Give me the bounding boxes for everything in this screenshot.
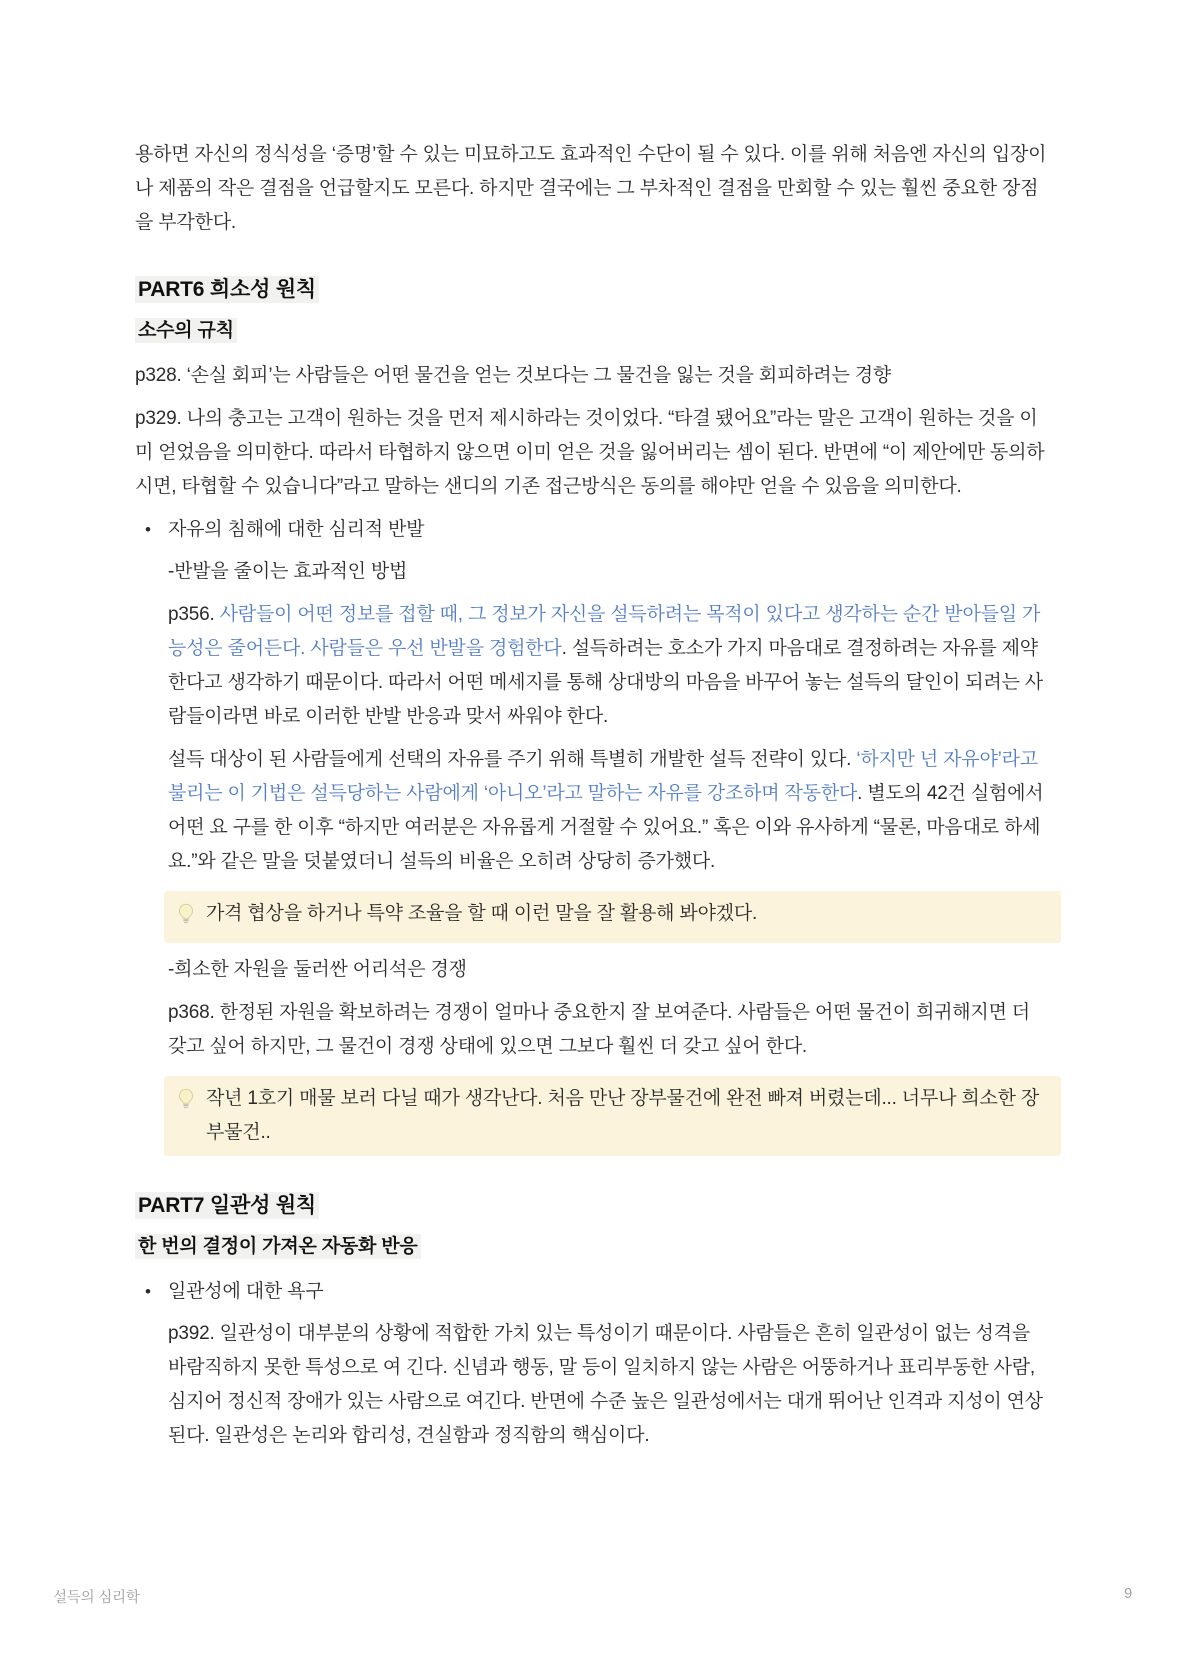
note-p392: p392. 일관성이 대부분의 상황에 적합한 가치 있는 특성이기 때문이다. 사람들은 흔히 일관성이 없는 성격을 바람직하지 못한 특성으로 여 긴다. 신념과 행동, 말 등이 일치하지 않는 사람은 어뚱하거나 표리부동한 사람, 심지어 정신적 장애가 있는 사람으로 여긴다. 반면에 수준 높은 일관성에서는 대개 뛰어난 인격과 지성이 연상된다. 일관성은 논리와 합리성, 견실함과 정직함의 핵심이다.: [168, 1323, 1043, 1446]
callout-property-memory: [164, 1076, 1061, 1156]
page-footer: [53, 1586, 1132, 1607]
note-p356: [168, 598, 1047, 734]
bullet-item-reactance-label: 자유의 침해에 대한 심리적 반발: [168, 519, 425, 540]
callout-negotiation: [164, 891, 1061, 943]
bullet-icon: •: [145, 520, 151, 539]
note-freedom-highlighted-text: ‘하지만 넌 자유야’라고 불리는 이 기법은 설득당하는 사람에게 ‘아니오’라고 말하는 자유를 강조하며 작동한다: [168, 749, 1038, 804]
part6-subheading-text: 소수의 규칙: [135, 318, 237, 343]
bullet-item-consistency-label: 일관성에 대한 욕구: [168, 1281, 324, 1302]
footer-book-title: 설득의 심리학: [53, 1590, 140, 1606]
note-p368: p368. 한정된 자원을 확보하려는 경쟁이 얼마나 중요한지 잘 보여준다. 사람들은 어떤 물건이 희귀해지면 더 갖고 싶어 하지만, 그 물건이 경쟁 상태에 있으면 그보다 훨씬 더 갖고 싶어 한다.: [168, 1002, 1030, 1057]
bulb-icon: [176, 903, 196, 937]
note-p356-highlighted-text: 사람들이 어떤 정보를 접할 때, 그 정보가 자신을 설득하려는 목적이 있다고 생각하는 순간 받아들일 가능성은 줄어든다. 사람들은 우선 반발을 경험한다: [168, 604, 1041, 659]
part6-heading-text: PART6 희소성 원칙: [135, 276, 319, 303]
footer-page-number: 9: [1124, 1586, 1132, 1602]
callout-property-memory-text: 작년 1호기 매물 보러 다닐 때가 생각난다. 처음 만난 장부물건에 완전 빠져 버렸는데... 너무나 희소한 장부물건..: [206, 1088, 1040, 1143]
note-p356-body: . 설득하려는 호소가 가지 마음대로 결정하려는 자유를 제약한다고 생각하기 때문이다. 따라서 어떤 메세지를 통해 상대방의 마음을 바꾸어 놓는 설득의 달인이 되려는 사람들이라면 바로 이러한 반발 반응과 맞서 싸워야 한다.: [168, 638, 1043, 727]
note-freedom-lead: 설득 대상이 된 사람들에게 선택의 자유를 주기 위해 특별히 개발한 설득 전략이 있다.: [168, 749, 857, 770]
part6-heading: [135, 276, 1047, 304]
note-freedom-technique: [168, 743, 1047, 879]
subtopic-foolish-competition: -희소한 자원을 둘러싼 어리석은 경쟁: [168, 959, 467, 980]
bulb-icon: [176, 1088, 196, 1122]
note-p329: p329. 나의 충고는 고객이 원하는 것을 먼저 제시하라는 것이었다. “타결 됐어요”라는 말은 고객이 원하는 것을 이미 얻었음을 의미한다. 따라서 타협하지 않으면 이미 얻은 것을 잃어버리는 셈이 된다. 반면에 “이 제안에만 동의하시면, 타협할 수 있습니다”라고 말하는 샌디의 기존 접근방식은 동의를 해야만 얻을 수 있음을 의미한다.: [135, 408, 1045, 497]
subtopic-reduce-reactance: -반발을 줄이는 효과적인 방법: [168, 561, 408, 582]
part7-subheading-text: 한 번의 결정이 가져온 자동화 반응: [135, 1234, 421, 1259]
bullet-item-reactance: [135, 513, 1047, 547]
note-p328: p328. ‘손실 회피’는 사람들은 어떤 물건을 얻는 것보다는 그 물건을 잃는 것을 회피하려는 경향: [135, 365, 892, 386]
part6-subheading: [135, 318, 1047, 344]
note-content: [135, 138, 1047, 1462]
part7-heading-text: PART7 일관성 원칙: [135, 1192, 319, 1219]
part7-indented-block: [168, 1317, 1047, 1453]
bullet-item-consistency: [135, 1275, 1047, 1309]
part6-indented-block: [168, 555, 1047, 1156]
part7-subheading: [135, 1234, 1047, 1260]
paragraph-intro: 용하면 자신의 정식성을 ‘증명’할 수 있는 미묘하고도 효과적인 수단이 될 수 있다. 이를 위해 처음엔 자신의 입장이나 제품의 작은 결점을 언급할지도 모른다. 하지만 결국에는 그 부차적인 결점을 만회할 수 있는 훨씬 중요한 장점을 부각한다.: [135, 144, 1047, 233]
part7-heading: [135, 1192, 1047, 1220]
callout-negotiation-text: 가격 협상을 하거나 특약 조율을 할 때 이런 말을 잘 활용해 봐야겠다.: [206, 903, 758, 924]
note-freedom-body: . 별도의 42건 실험에서 어떤 요 구를 한 이후 “하지만 여러분은 자유롭게 거절할 수 있어요.” 혹은 이와 유사하게 “물론, 마음대로 하세요.”와 같은 말을 덧붙였더니 설득의 비율은 오히려 상당히 증가했다.: [168, 783, 1044, 872]
bullet-icon: •: [145, 1282, 151, 1301]
note-p356-prefix: p356.: [168, 604, 220, 625]
